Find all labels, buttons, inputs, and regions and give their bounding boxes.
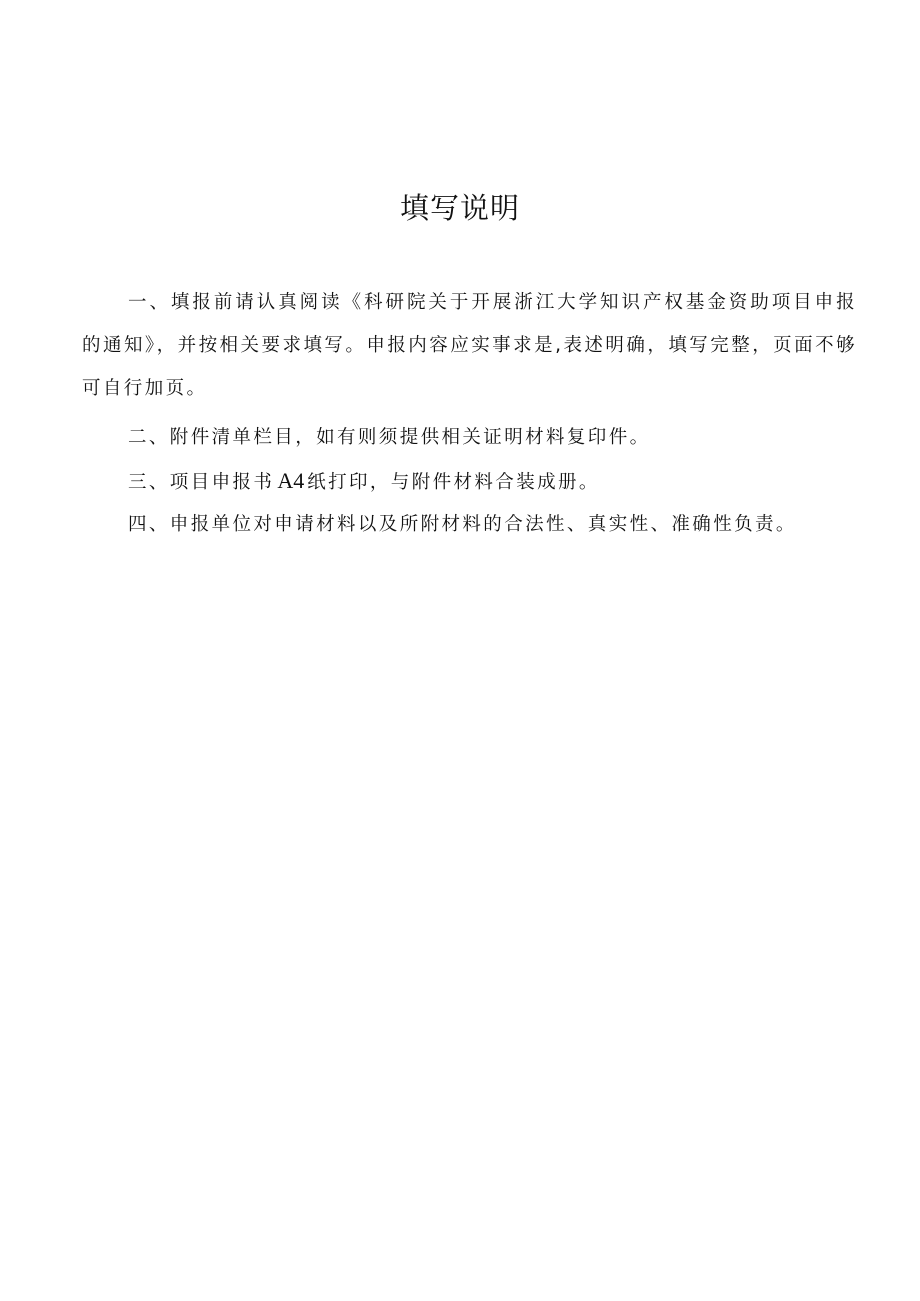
paper-size-label: A4: [277, 468, 305, 493]
instruction-paragraph-4: 四、申报单位对申请材料以及所附材料的合法性、真实性、准确性负责。: [128, 514, 797, 535]
instruction-paragraph-3: [82, 459, 857, 504]
page-title: 填写说明: [399, 191, 520, 225]
instruction-paragraph-1: 一、填报前请认真阅读《科研院关于开展浙江大学知识产权基金资助项目申报的通知》，并按相关要求填写。申报内容应实事求是,表述明确，填写完整，页面不够可自行加页。: [82, 292, 857, 399]
instruction-3-suffix: 纸打印，与附件材料合装成册。: [307, 472, 600, 493]
instruction-3-prefix: 三、项目申报书: [128, 472, 275, 493]
instruction-paragraph-2: 二、附件清单栏目，如有则须提供相关证明材料复印件。: [128, 427, 651, 448]
